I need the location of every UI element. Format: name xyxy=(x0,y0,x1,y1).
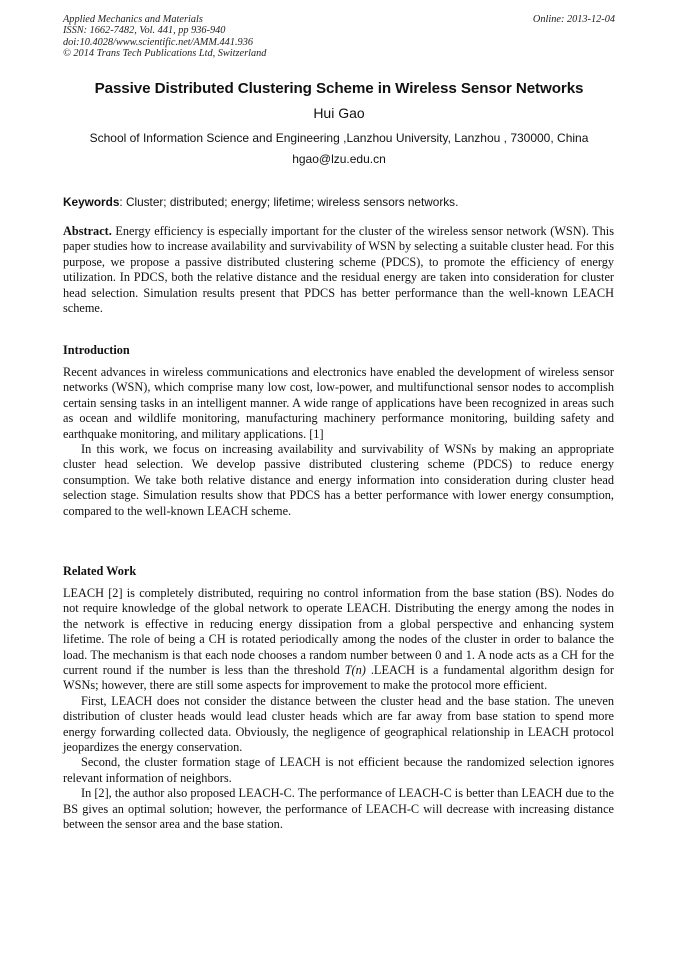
keywords-text: : Cluster; distributed; energy; lifetime; wireless sensors networks. xyxy=(119,195,459,209)
related-work-paragraph-2: First, LEACH does not consider the distance between the cluster head and the base station. The uneven distribution of cluster heads would lead cluster heads which are far away from base station to spend more energy forwarding collected data. Obviously, the negligence of geographical relationship in LEACH protocol jeopardizes the energy conservation. xyxy=(63,693,614,755)
related-work-body xyxy=(63,586,614,833)
paper-title: Passive Distributed Clustering Scheme in Wireless Sensor Networks xyxy=(94,80,584,97)
doi-line: doi:10.4028/www.scientific.net/AMM.441.936 xyxy=(63,36,253,48)
introduction-paragraph-1: Recent advances in wireless communications and electronics have enabled the development of wireless sensor networks (WSN), which comprise many low cost, low-power, and multifunctional sensor nodes to accomplish certain sensing tasks in an intelligent manner. A wide range of applications have been recognized in areas such as ocean and wildlife monitoring, manufacturing machinery performance monitoring, building safety and earthquake monitoring, and military applications. [1] xyxy=(63,365,614,441)
introduction-body xyxy=(63,365,614,519)
related-work-paragraph-1 xyxy=(63,586,614,694)
threshold-formula: T(n) xyxy=(344,663,366,678)
related-work-paragraph-1b: .LEACH is a fundamental algorithm design for WSNs; however, there are still some aspects for improvement to make the protocol more efficient. xyxy=(63,663,614,693)
author-email: hgao@lzu.edu.cn xyxy=(292,152,386,166)
journal-name: Applied Mechanics and Materials xyxy=(63,14,203,25)
publication-header xyxy=(63,14,615,59)
related-work-paragraph-3: Second, the cluster formation stage of LEACH is not efficient because the randomized selection ignores relevant information of neighbors. xyxy=(63,755,614,785)
abstract xyxy=(63,224,614,316)
introduction-paragraph-2: In this work, we focus on increasing availability and survivability of WSNs by making an appropriate cluster head selection. We develop passive distributed clustering scheme (PDCS) to reduce energy consumption. We take both relative distance and energy information into consideration during cluster head selection stage. Simulation results show that PDCS has a better performance with lower energy consumption, compared to the well-known LEACH scheme. xyxy=(63,442,614,518)
introduction-heading: Introduction xyxy=(63,343,130,357)
abstract-label: Abstract. xyxy=(63,224,112,238)
keywords xyxy=(63,195,615,209)
copyright-line: © 2014 Trans Tech Publications Ltd, Switzerland xyxy=(63,47,267,59)
online-date: Online: 2013-12-04 xyxy=(532,14,615,25)
author-name: Hui Gao xyxy=(313,105,365,121)
related-work-paragraph-1a: LEACH [2] is completely distributed, requiring no control information from the base station (BS). Nodes do not require knowledge of the global network to operate LEACH. Distributing the energy among the nodes in the network is effective in reducing energy dissipation from a global perspective and enhancing system lifetime. The role of being a CH is rotated periodically among the nodes of the cluster in order to balance the load. The mechanism is that each node chooses a random number between 0 and 1. A node acts as a CH for the current round if the number is less than the threshold xyxy=(63,586,614,678)
related-work-heading: Related Work xyxy=(63,564,137,578)
related-work-paragraph-4: In [2], the author also proposed LEACH-C. The performance of LEACH-C is better than LEACH due to the BS gives an optimal solution; however, the performance of LEACH-C will decrease with increasing distance between the sensor area and the base station. xyxy=(63,786,614,832)
keywords-label: Keywords xyxy=(63,195,120,209)
abstract-text: Energy efficiency is especially important for the cluster of the wireless sensor network (WSN). This paper studies how to increase availability and survivability of WSN by selecting a suitable cluster head. For this purpose, we propose a passive distributed clustering scheme (PDCS), to promote the efficiency of energy utilization. In PDCS, both the relative distance and the residual energy are taken into consideration for cluster head selection. Simulation results present that PDCS has better performance than the well-known LEACH scheme. xyxy=(63,224,614,316)
author-affiliation: School of Information Science and Engineering ,Lanzhou University, Lanzhou , 730000, China xyxy=(89,131,589,145)
issn-line: ISSN: 1662-7482, Vol. 441, pp 936-940 xyxy=(63,25,226,37)
